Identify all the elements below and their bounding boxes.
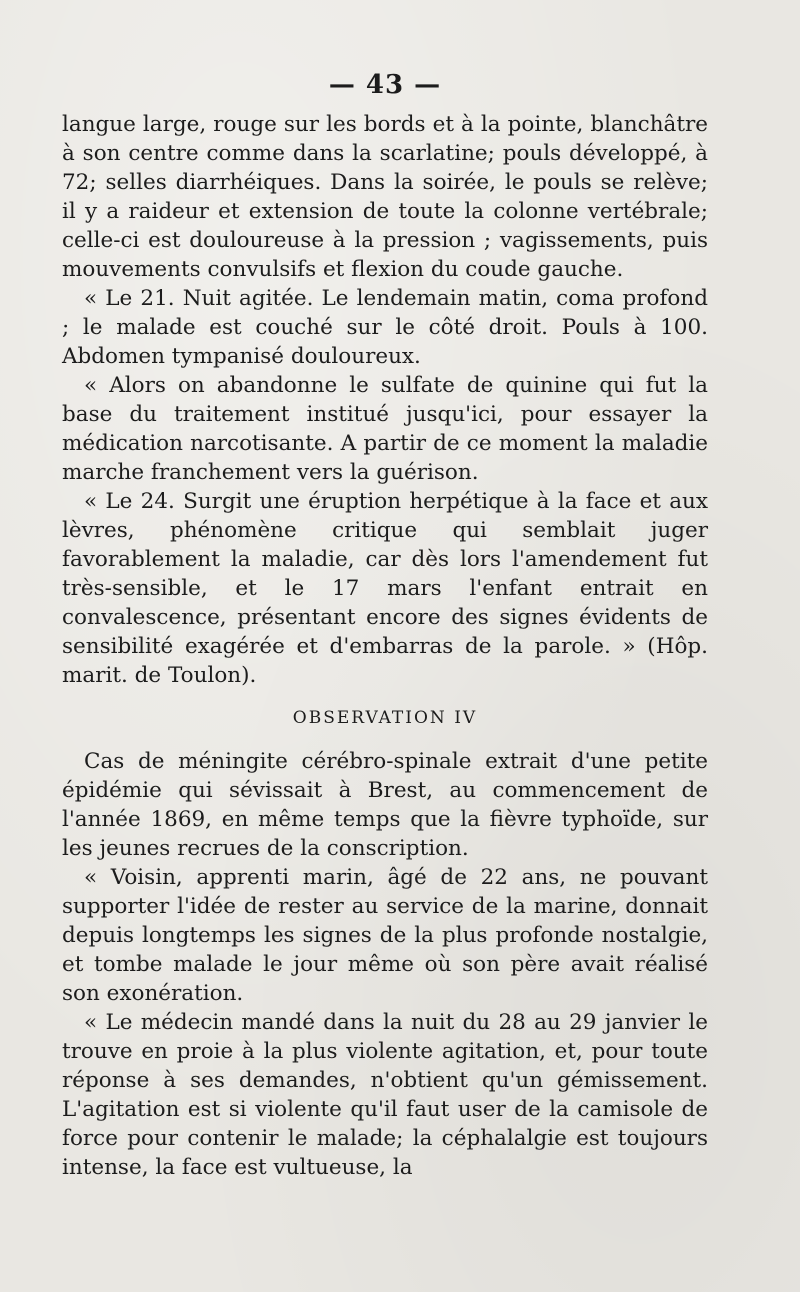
- section-heading: OBSERVATION IV: [292, 708, 478, 728]
- paragraphs-after: [62, 747, 708, 1182]
- paragraph: Cas de méningite cérébro-spinale extrait d'une petite épidémie qui sévissait à Brest, au commencement de l'année 1869, en même temps que la fièvre typhoïde, sur les jeunes recrues de la conscription.: [62, 749, 708, 861]
- paragraphs-before: [62, 110, 708, 690]
- paragraph: « Le 21. Nuit agitée. Le lendemain matin, coma profond ; le malade est couché sur le côté droit. Pouls à 100. Abdomen tympanisé douloureux.: [62, 286, 708, 369]
- page-body: [62, 110, 708, 1182]
- paragraph: « Le 24. Surgit une éruption herpétique à la face et aux lèvres, phénomène critique qui semblait juger favorablement la maladie, car dès lors l'amendement fut très-sensible, et le 17 mars l'enfant entrait en convalescence, présentant encore des signes évidents de sensibilité exagérée et d'embarras de la parole. » (Hôp. marit. de Toulon).: [62, 489, 708, 688]
- paragraph: « Voisin, apprenti marin, âgé de 22 ans, ne pouvant supporter l'idée de rester au service de la marine, donnait depuis longtemps les signes de la plus profonde nostalgie, et tombe malade le jour même où son père avait réalisé son exonération.: [62, 865, 708, 1006]
- page-number: — 43 —: [328, 70, 442, 100]
- paragraph: langue large, rouge sur les bords et à la pointe, blanchâtre à son centre comme dans la scarlatine; pouls développé, à 72; selles diarrhéiques. Dans la soirée, le pouls se relève; il y a raideur et extension de toute la colonne vertébrale; celle-ci est douloureuse à la pression ; vagissements, puis mouvements convulsifs et flexion du coude gauche.: [62, 112, 708, 282]
- paragraph: « Le médecin mandé dans la nuit du 28 au 29 janvier le trouve en proie à la plus violente agitation, et, pour toute réponse à ses demandes, n'obtient qu'un gémissement. L'agitation est si violente qu'il faut user de la camisole de force pour contenir le malade; la céphalalgie est toujours intense, la face est vultueuse, la: [62, 1010, 708, 1180]
- paragraph: « Alors on abandonne le sulfate de quinine qui fut la base du traitement institué jusqu'ici, pour essayer la médication narcotisante. A partir de ce moment la maladie marche franchement vers la guérison.: [62, 373, 708, 485]
